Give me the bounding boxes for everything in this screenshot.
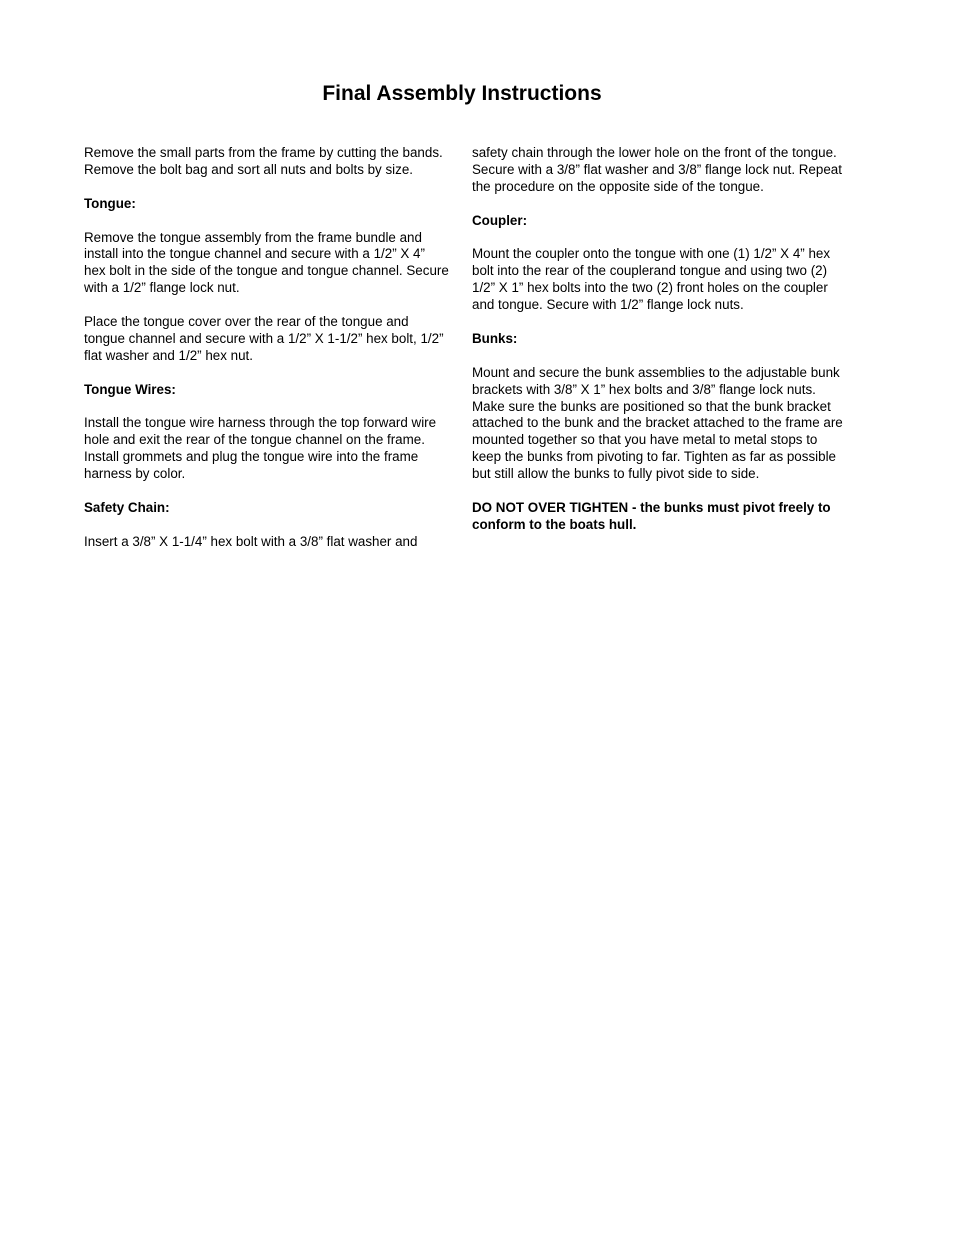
tongue-paragraph-1: Remove the tongue assembly from the frame bundle and install into the tongue channel and secure with a 1/2” X 4” hex bolt in the side of the tongue and tongue channel. Secure with a 1/2” flange lock nut. bbox=[84, 229, 449, 296]
bunks-paragraph: Mount and secure the bunk assemblies to the adjustable bunk brackets with 3/8” X 1” hex bolts and 3/8” flange lock nuts. Make sure the bunks are positioned so that the bunk bracket attached to the bunk and the bracket attached to the frame are mounted together so that you have metal to metal stops to keep the bunks from pivoting to far. Tighten as far as possible but still allow the bunks to fully pivot side to side. bbox=[472, 364, 843, 482]
tongue-wires-heading: Tongue Wires: bbox=[84, 381, 176, 397]
left-column bbox=[84, 145, 450, 551]
safety-chain-paragraph-start: Insert a 3/8” X 1-1/4” hex bolt with a 3/8” flat washer and bbox=[84, 533, 418, 549]
over-tighten-warning: DO NOT OVER TIGHTEN - the bunks must pivot freely to conform to the boats hull. bbox=[472, 499, 831, 532]
safety-chain-paragraph-continued: safety chain through the lower hole on the front of the tongue. Secure with a 3/8” flat washer and 3/8” flange lock nut. Repeat the procedure on the opposite side of the tongue. bbox=[472, 145, 842, 194]
safety-chain-heading: Safety Chain: bbox=[84, 499, 170, 515]
tongue-paragraph-2: Place the tongue cover over the rear of the tongue and tongue channel and secure with a 1/2” X 1-1/2” hex bolt, 1/2” flat washer and 1/2” hex nut. bbox=[84, 314, 444, 363]
right-column bbox=[472, 145, 844, 534]
bunks-heading: Bunks: bbox=[472, 330, 518, 346]
tongue-heading: Tongue: bbox=[84, 195, 136, 211]
coupler-heading: Coupler: bbox=[472, 212, 528, 228]
tongue-wires-paragraph: Install the tongue wire harness through the top forward wire hole and exit the rear of the tongue channel on the frame. Install grommets and plug the tongue wire into the frame harness by color. bbox=[84, 415, 437, 482]
intro-paragraph: Remove the small parts from the frame by cutting the bands. Remove the bolt bag and sort all nuts and bolts by size. bbox=[84, 145, 443, 177]
coupler-paragraph: Mount the coupler onto the tongue with one (1) 1/2” X 4” hex bolt into the rear of the couplerand tongue and using two (2) 1/2” X 1” hex bolts into the two (2) front holes on the coupler and tongue. Secure with 1/2” flange lock nuts. bbox=[472, 246, 831, 313]
page-title: Final Assembly Instructions bbox=[322, 82, 602, 105]
